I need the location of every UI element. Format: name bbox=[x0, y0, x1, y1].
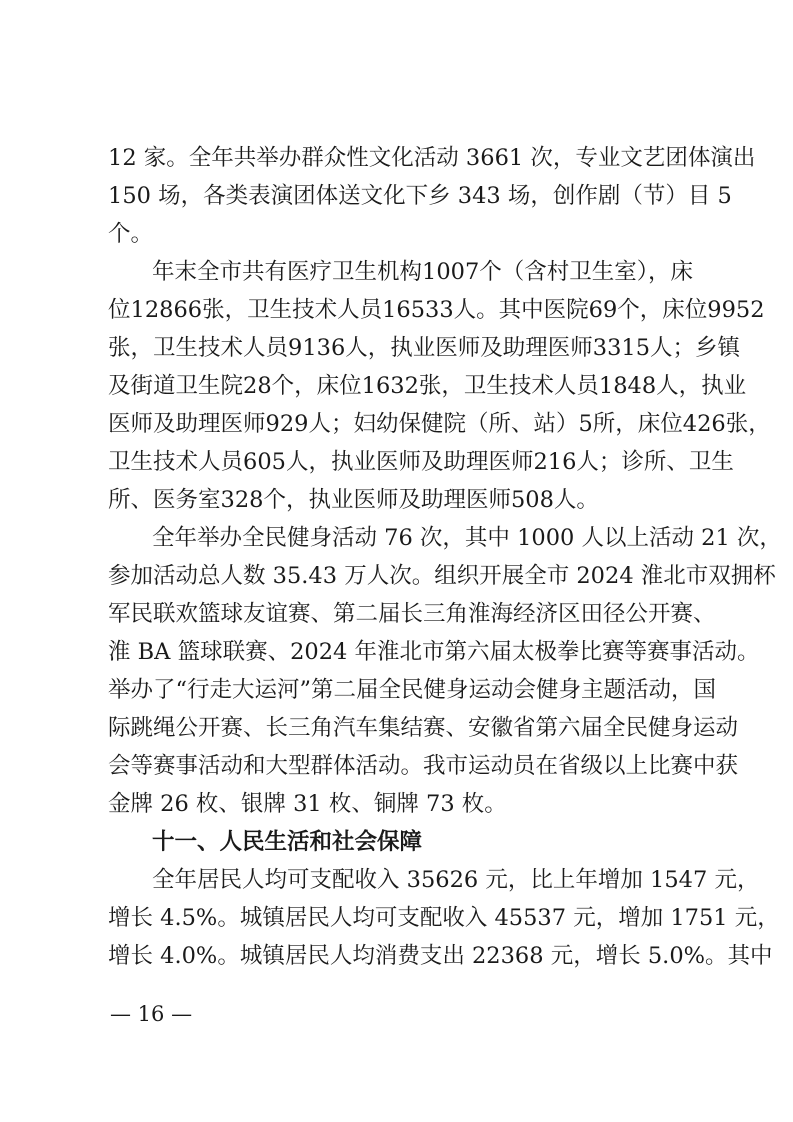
text-line: 全年居民人均可支配收入 35626 元，比上年增加 1547 元， bbox=[152, 867, 760, 893]
text-line: 所、医务室328个，执业医师及助理医师508人。 bbox=[108, 487, 599, 513]
page-number: — 16 — bbox=[110, 1002, 193, 1026]
text-line: 及街道卫生院28个，床位1632张，卫生技术人员1848人，执业 bbox=[108, 373, 747, 399]
text-line: 增长 4.0%。城镇居民人均消费支出 22368 元，增长 5.0%。其中 bbox=[108, 943, 773, 969]
text-line: 军民联欢篮球友谊赛、第二届长三角淮海经济区田径公开赛、 bbox=[108, 601, 716, 627]
text-line: 个。 bbox=[108, 221, 154, 247]
text-line: 会等赛事活动和大型群体活动。我市运动员在省级以上比赛中获 bbox=[108, 753, 739, 779]
text-line: 年末全市共有医疗卫生机构1007个（含村卫生室），床 bbox=[152, 259, 694, 285]
section-heading: 十一、人民生活和社会保障 bbox=[152, 829, 423, 855]
text-line: 卫生技术人员605人，执业医师及助理医师216人；诊所、卫生 bbox=[108, 449, 734, 475]
text-line: 张，卫生技术人员9136人，执业医师及助理医师3315人；乡镇 bbox=[108, 335, 741, 361]
text-line: 12 家。全年共举办群众性文化活动 3661 次，专业文艺团体演出 bbox=[108, 145, 756, 171]
text-line: 增长 4.5%。城镇居民人均可支配收入 45537 元，增加 1751 元， bbox=[108, 905, 780, 931]
text-line: 全年举办全民健身活动 76 次，其中 1000 人以上活动 21 次， bbox=[152, 525, 782, 551]
text-line: 淮 BA 篮球联赛、2024 年淮北市第六届太极拳比赛等赛事活动。 bbox=[108, 639, 760, 665]
text-line: 际跳绳公开赛、长三角汽车集结赛、安徽省第六届全民健身运动 bbox=[108, 715, 739, 741]
text-line: 医师及助理医师929人；妇幼保健院（所、站）5所，床位426张， bbox=[108, 411, 771, 437]
text-line: 位12866张，卫生技术人员16533人。其中医院69个，床位9952 bbox=[108, 297, 765, 323]
text-line: 举办了“行走大运河”第二届全民健身运动会健身主题活动，国 bbox=[108, 677, 717, 703]
text-line: 金牌 26 枚、银牌 31 枚、铜牌 73 枚。 bbox=[108, 791, 507, 817]
text-line: 150 场，各类表演团体送文化下乡 343 场，创作剧（节）目 5 bbox=[108, 183, 732, 209]
text-line: 参加活动总人数 35.43 万人次。组织开展全市 2024 淮北市双拥杯 bbox=[108, 563, 776, 589]
